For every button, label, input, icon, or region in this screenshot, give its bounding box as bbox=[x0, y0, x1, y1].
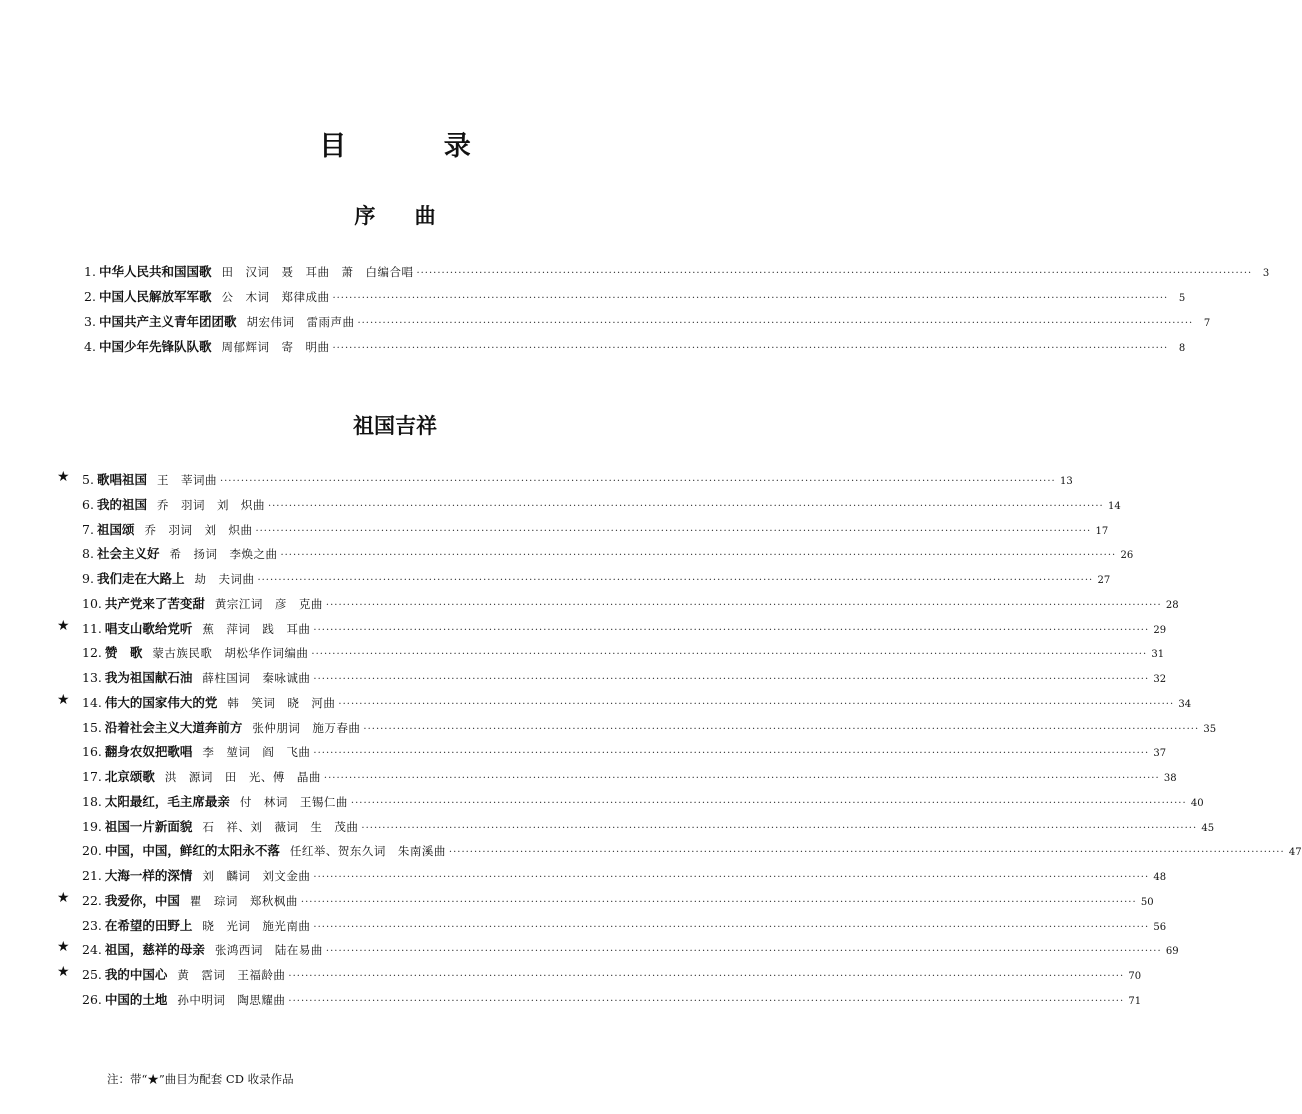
entry-title: 中国共产主义青年团团歌 bbox=[98, 314, 237, 329]
entry-credits: 乔 羽词 刘 炽曲 bbox=[144, 522, 253, 537]
entry-number: 21. bbox=[82, 868, 102, 884]
entry-number: 25. bbox=[82, 967, 102, 983]
dot-leader: ········································································································································································································ bbox=[416, 268, 1253, 279]
entry-title: 中华人民共和国国歌 bbox=[98, 264, 212, 279]
entry-credits: 劫 夫词曲 bbox=[194, 572, 255, 587]
entry-number: 10. bbox=[82, 595, 102, 611]
entry-credits: 胡宏伟词 雷雨声曲 bbox=[246, 315, 355, 329]
dot-leader: ········································································································································································································ bbox=[325, 599, 1162, 611]
entry-number: 19. bbox=[82, 818, 102, 834]
entry-page-number: 34 bbox=[1178, 698, 1192, 710]
entry-page-number: 45 bbox=[1201, 822, 1215, 834]
dot-leader: ········································································································································································································ bbox=[325, 946, 1162, 958]
entry-number: 3. bbox=[84, 314, 96, 329]
toc-entry bbox=[82, 495, 1121, 515]
toc-entry bbox=[57, 691, 1192, 713]
entry-title: 北京颂歌 bbox=[104, 769, 155, 785]
entry-title: 中国少年先锋队队歌 bbox=[98, 339, 212, 354]
entry-number: 12. bbox=[82, 645, 102, 661]
entry-number: 15. bbox=[82, 719, 102, 735]
entry-title: 歌唱祖国 bbox=[96, 472, 147, 487]
entry-number: 24. bbox=[82, 942, 102, 958]
toc-entry bbox=[82, 643, 1165, 663]
dot-leader: ········································································································································································································ bbox=[255, 525, 1092, 537]
entry-title: 中国，中国，鲜红的太阳永不落 bbox=[104, 843, 280, 859]
entry-number: 1. bbox=[84, 264, 96, 279]
toc-entry bbox=[84, 312, 1211, 332]
toc-entry bbox=[82, 767, 1177, 787]
entry-page-number: 70 bbox=[1128, 971, 1142, 983]
dot-leader: ········································································································································································································ bbox=[280, 550, 1117, 562]
entry-page-number: 26 bbox=[1120, 550, 1134, 562]
entry-credits: 刘 麟词 刘文金曲 bbox=[202, 869, 311, 884]
entry-number: 13. bbox=[82, 670, 102, 686]
dot-leader: ········································································································································································································ bbox=[257, 575, 1094, 587]
entry-credits: 任红举、贺东久词 朱南溪曲 bbox=[289, 844, 446, 859]
star-icon: ★ bbox=[57, 469, 70, 485]
entry-credits: 韩 笑词 晓 河曲 bbox=[227, 695, 336, 710]
dot-leader: ········································································································································································································ bbox=[332, 293, 1169, 304]
entry-page-number: 56 bbox=[1153, 921, 1167, 933]
entry-title: 在希望的田野上 bbox=[104, 917, 193, 933]
entry-page-number: 32 bbox=[1153, 674, 1167, 686]
toc-entry bbox=[82, 569, 1111, 589]
toc-entry bbox=[82, 866, 1167, 886]
entry-number: 16. bbox=[82, 744, 102, 760]
entry-title: 太阳最红，毛主席最亲 bbox=[104, 793, 230, 809]
entry-page-number: 5 bbox=[1178, 293, 1186, 304]
entry-page-number: 7 bbox=[1203, 318, 1211, 329]
entry-credits: 石 祥、刘 薇词 生 茂曲 bbox=[202, 819, 359, 834]
entry-credits: 黄 霑词 王福龄曲 bbox=[177, 968, 286, 983]
entry-number: 9. bbox=[82, 571, 94, 587]
entry-page-number: 3 bbox=[1262, 268, 1270, 279]
entry-page-number: 50 bbox=[1140, 896, 1154, 908]
star-icon: ★ bbox=[57, 617, 70, 634]
entry-number: 20. bbox=[82, 843, 102, 859]
entry-credits: 晓 光词 施光南曲 bbox=[202, 918, 311, 933]
toc-entry bbox=[57, 939, 1179, 960]
dot-leader: ········································································································································································································ bbox=[313, 674, 1150, 686]
star-icon: ★ bbox=[57, 889, 70, 906]
toc-entry bbox=[82, 841, 1302, 861]
dot-leader: ········································································································································································································ bbox=[313, 748, 1150, 760]
dot-leader: ········································································································································································································ bbox=[311, 649, 1148, 661]
entry-title: 翻身农奴把歌唱 bbox=[104, 744, 193, 760]
dot-leader: ········································································································································································································ bbox=[288, 971, 1125, 983]
entry-page-number: 48 bbox=[1153, 872, 1167, 884]
entry-credits: 瞿 琮词 郑秋枫曲 bbox=[189, 893, 298, 908]
dot-leader: ········································································································································································································ bbox=[288, 995, 1125, 1007]
entry-title: 我的中国心 bbox=[104, 967, 168, 983]
dot-leader: ········································································································································································································ bbox=[219, 476, 1056, 487]
entry-credits: 孙中明词 陶思耀曲 bbox=[177, 992, 286, 1007]
entry-title: 伟大的国家伟大的党 bbox=[104, 694, 218, 710]
entry-page-number: 35 bbox=[1203, 723, 1217, 735]
entry-number: 5. bbox=[82, 472, 94, 487]
entry-title: 中国的土地 bbox=[104, 991, 168, 1007]
dot-leader: ········································································································································································································ bbox=[313, 624, 1150, 636]
entry-number: 17. bbox=[82, 769, 102, 785]
entry-page-number: 71 bbox=[1128, 995, 1142, 1007]
entry-number: 11. bbox=[82, 620, 102, 636]
footnote: 注：带“★”曲目为配套 CD 收录作品 bbox=[107, 1072, 294, 1086]
entry-credits: 洪 源词 田 光、傅 晶曲 bbox=[164, 770, 321, 785]
toc-entry bbox=[82, 520, 1109, 540]
entry-page-number: 29 bbox=[1153, 624, 1167, 636]
entry-title: 我爱你，中国 bbox=[104, 892, 180, 908]
toc-entry bbox=[82, 544, 1134, 564]
entry-title: 祖国一片新面貌 bbox=[104, 818, 193, 834]
entry-page-number: 31 bbox=[1151, 649, 1165, 661]
dot-leader: ········································································································································································································ bbox=[448, 847, 1285, 859]
star-icon: ★ bbox=[57, 691, 70, 708]
entry-credits: 薛柱国词 秦咏诚曲 bbox=[202, 671, 311, 686]
entry-number: 23. bbox=[82, 917, 102, 933]
entry-credits: 王 莘词曲 bbox=[156, 473, 217, 487]
toc-entry bbox=[82, 792, 1204, 812]
entry-title: 唱支山歌给党听 bbox=[104, 620, 193, 636]
entry-number: 8. bbox=[82, 546, 94, 562]
section-title-motherland: 祖国吉祥 bbox=[353, 414, 437, 438]
dot-leader: ········································································································································································································ bbox=[338, 698, 1175, 710]
toc-entry bbox=[82, 668, 1167, 688]
entry-credits: 张鸿西词 陆在易曲 bbox=[214, 943, 323, 958]
toc-entry bbox=[57, 964, 1142, 985]
entry-page-number: 17 bbox=[1095, 525, 1109, 537]
toc-entry bbox=[84, 287, 1186, 307]
dot-leader: ········································································································································································································ bbox=[363, 723, 1200, 735]
dot-leader: ········································································································································································································ bbox=[332, 343, 1169, 354]
entry-title: 我们走在大路上 bbox=[96, 571, 185, 587]
entry-page-number: 14 bbox=[1107, 500, 1121, 512]
toc-entry bbox=[82, 742, 1167, 762]
dot-leader: ········································································································································································································ bbox=[300, 896, 1137, 908]
entry-number: 6. bbox=[82, 496, 94, 512]
toc-entry bbox=[57, 469, 1073, 490]
entry-number: 4. bbox=[84, 339, 96, 354]
toc-entry bbox=[57, 617, 1167, 639]
dot-leader: ········································································································································································································ bbox=[361, 822, 1198, 834]
entry-title: 大海一样的深情 bbox=[104, 868, 193, 884]
toc-entry bbox=[57, 889, 1154, 911]
entry-number: 18. bbox=[82, 793, 102, 809]
toc-entry bbox=[82, 916, 1167, 936]
dot-leader: ········································································································································································································ bbox=[350, 797, 1187, 809]
entry-number: 14. bbox=[82, 694, 102, 710]
entry-page-number: 8 bbox=[1178, 343, 1186, 354]
entry-title: 赞 歌 bbox=[104, 645, 143, 661]
entry-credits: 蕉 萍词 践 耳曲 bbox=[202, 621, 311, 636]
star-icon: ★ bbox=[57, 939, 70, 956]
entry-page-number: 47 bbox=[1288, 847, 1302, 859]
entry-page-number: 40 bbox=[1190, 797, 1204, 809]
dot-leader: ········································································································································································································ bbox=[323, 773, 1160, 785]
entry-credits: 李 堃词 阎 飞曲 bbox=[202, 745, 311, 760]
entry-credits: 张仲朋词 施万春曲 bbox=[252, 720, 361, 735]
entry-title: 沿着社会主义大道奔前方 bbox=[104, 719, 243, 735]
entry-credits: 乔 羽词 刘 炽曲 bbox=[156, 497, 265, 512]
entry-credits: 黄宗江词 彦 克曲 bbox=[214, 596, 323, 611]
entry-page-number: 69 bbox=[1165, 946, 1179, 958]
toc-entry bbox=[82, 594, 1179, 614]
dot-leader: ········································································································································································································ bbox=[313, 872, 1150, 884]
entry-credits: 周郁辉词 寄 明曲 bbox=[221, 340, 330, 354]
page-title: 目 录 bbox=[319, 131, 515, 162]
entry-title: 中国人民解放军军歌 bbox=[98, 289, 212, 304]
toc-entry bbox=[84, 337, 1186, 357]
entry-number: 26. bbox=[82, 991, 102, 1007]
toc-entry bbox=[82, 990, 1142, 1010]
dot-leader: ········································································································································································································ bbox=[267, 500, 1104, 512]
section-title-prelude: 序 曲 bbox=[354, 204, 452, 228]
entry-credits: 付 林词 王锡仁曲 bbox=[239, 794, 348, 809]
entry-title: 祖国，慈祥的母亲 bbox=[104, 942, 205, 958]
dot-leader: ········································································································································································································ bbox=[313, 921, 1150, 933]
entry-credits: 公 木词 郑律成曲 bbox=[221, 290, 330, 304]
entry-page-number: 37 bbox=[1153, 748, 1167, 760]
entry-title: 社会主义好 bbox=[96, 546, 160, 562]
toc-entry bbox=[82, 817, 1215, 837]
entry-credits: 希 扬词 李焕之曲 bbox=[169, 547, 278, 562]
dot-leader: ········································································································································································································ bbox=[357, 318, 1194, 329]
entry-page-number: 27 bbox=[1097, 575, 1111, 587]
entry-page-number: 38 bbox=[1163, 773, 1177, 785]
entry-number: 7. bbox=[82, 521, 94, 537]
entry-title: 我为祖国献石油 bbox=[104, 670, 193, 686]
entry-number: 22. bbox=[82, 892, 102, 908]
entry-credits: 蒙古族民歌 胡松华作词编曲 bbox=[152, 646, 309, 661]
entry-page-number: 28 bbox=[1165, 599, 1179, 611]
entry-title: 祖国颂 bbox=[96, 521, 135, 537]
star-icon: ★ bbox=[57, 964, 70, 981]
toc-entry bbox=[84, 262, 1270, 282]
entry-page-number: 13 bbox=[1059, 476, 1073, 487]
entry-credits: 田 汉词 聂 耳曲 萧 白编合唱 bbox=[221, 265, 414, 279]
entry-title: 我的祖国 bbox=[96, 496, 147, 512]
toc-entry bbox=[82, 718, 1217, 738]
entry-title: 共产党来了苦变甜 bbox=[104, 595, 205, 611]
entry-number: 2. bbox=[84, 289, 96, 304]
